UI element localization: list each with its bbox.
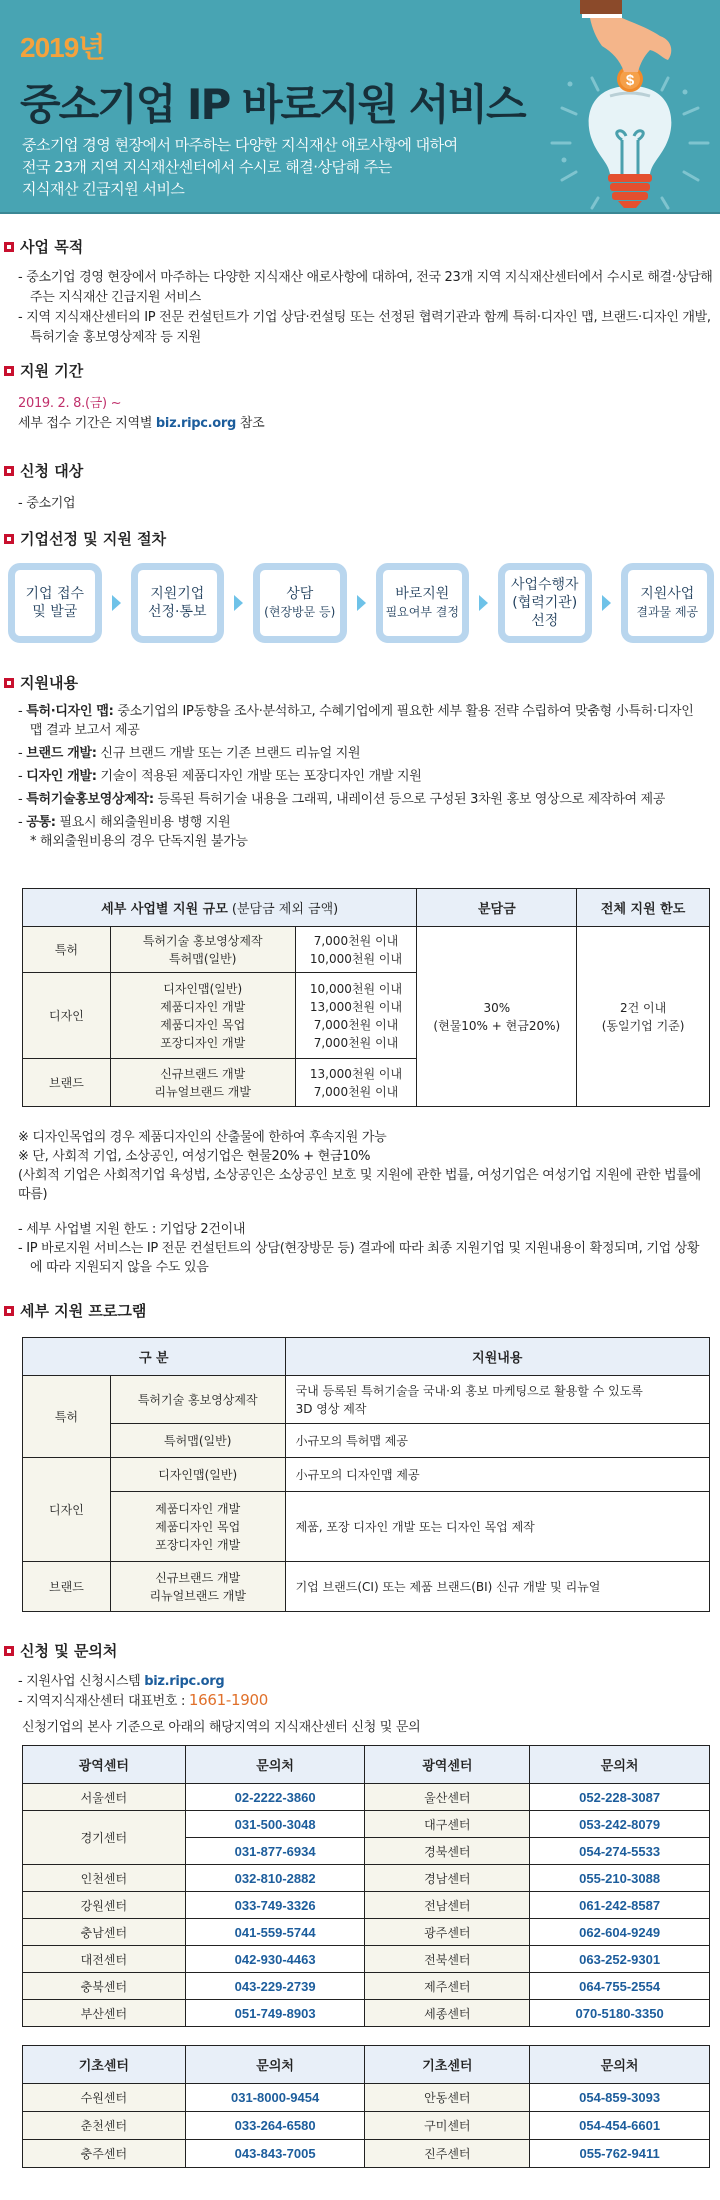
basic-center-table bbox=[22, 2045, 710, 2168]
extra-note: - 세부 사업별 지원 한도 : 기업당 2건이내 bbox=[18, 1222, 246, 1237]
program-item bbox=[110, 1492, 285, 1562]
content-item-text: 신규 브랜드 개발 또는 기존 브랜드 리뉴얼 지원 bbox=[96, 746, 361, 761]
regional-header: 광역센터 bbox=[23, 1746, 186, 1784]
header-note: (분담금 제외 금액) bbox=[227, 902, 339, 917]
center-name: 대구센터 bbox=[365, 1811, 530, 1838]
contact-intro: 신청기업의 본사 기준으로 아래의 해당지역의 지식재산센터 신청 및 문의 bbox=[22, 1720, 421, 1735]
scale-item: 포장디자인 개발 bbox=[160, 1035, 246, 1050]
center-name: 안동센터 bbox=[365, 2084, 530, 2112]
arrow-right-icon bbox=[234, 595, 243, 611]
process-step bbox=[621, 563, 715, 643]
program-item: 특허맵(일반) bbox=[110, 1424, 285, 1458]
content-item-note: * 해외출원비용의 경우 단독지원 불가능 bbox=[30, 834, 248, 849]
content-item-label: 공통: bbox=[26, 815, 56, 830]
scale-items bbox=[110, 927, 295, 973]
center-phone[interactable]: 042-930-4463 bbox=[185, 1946, 365, 1973]
svg-text:$: $ bbox=[625, 72, 635, 89]
process-step bbox=[498, 563, 592, 643]
program-content: 小규모의 디자인맵 제공 bbox=[285, 1458, 709, 1492]
rep-phone[interactable]: 1661-1900 bbox=[188, 1691, 268, 1709]
center-name: 부산센터 bbox=[23, 2000, 186, 2027]
hero-banner bbox=[0, 0, 720, 214]
center-name: 제주센터 bbox=[365, 1973, 530, 2000]
system-line bbox=[18, 1672, 718, 1691]
period-detail bbox=[18, 414, 718, 434]
step-line: 선정 bbox=[531, 613, 559, 629]
period-detail-text: 참조 bbox=[236, 416, 265, 431]
content-item-label: 특허·디자인 맵: bbox=[26, 704, 114, 719]
step-line: 지원사업 bbox=[640, 586, 695, 602]
content-list bbox=[18, 702, 698, 851]
section-bullet-icon bbox=[4, 242, 14, 252]
center-name: 경기센터 bbox=[23, 1811, 186, 1865]
scale-notes bbox=[18, 1128, 708, 1204]
program-content: 제품, 포장 디자인 개발 또는 디자인 목업 제작 bbox=[285, 1492, 709, 1562]
section-title: 신청 대상 bbox=[20, 462, 84, 480]
basic-header: 기초센터 bbox=[365, 2046, 530, 2084]
scale-item: 특허기술 홍보영상제작 bbox=[142, 933, 263, 948]
center-name: 충북센터 bbox=[23, 1973, 186, 2000]
scale-amount: 7,000천원 이내 bbox=[313, 933, 399, 948]
scale-amounts bbox=[295, 927, 417, 973]
arrow-right-icon bbox=[602, 595, 611, 611]
program-content: 국내 등록된 특허기술을 국내·외 홍보 마케팅으로 활용할 수 있도록 3D 영상 제작 bbox=[285, 1376, 709, 1424]
content-item-label: 특허기술홍보영상제작: bbox=[26, 792, 154, 807]
purpose-item: - 중소기업 경영 현장에서 마주하는 다양한 지식재산 애로사항에 대하여, 전국 23개 지역 지식재산센터에서 수시로 해결·상담해 주는 지식재산 긴급지원 서비스 bbox=[18, 270, 713, 305]
period-block bbox=[18, 394, 718, 434]
center-phone[interactable]: 031-500-3048 bbox=[185, 1811, 365, 1838]
regional-center-table bbox=[22, 1745, 710, 2027]
center-name: 강원센터 bbox=[23, 1892, 186, 1919]
content-item: - 공통: 필요시 해외출원비용 병행 지원 bbox=[18, 815, 231, 830]
center-name: 울산센터 bbox=[365, 1784, 530, 1811]
scale-share-cell bbox=[417, 927, 577, 1107]
section-heading-programs bbox=[4, 1300, 146, 1321]
section-title: 신청 및 문의처 bbox=[20, 1642, 118, 1660]
center-phone[interactable]: 062-604-9249 bbox=[530, 1919, 710, 1946]
scale-amounts bbox=[295, 1059, 417, 1107]
center-name: 광주센터 bbox=[365, 1919, 530, 1946]
scale-items bbox=[110, 973, 295, 1059]
step-line: 및 발굴 bbox=[32, 604, 78, 620]
banner-subtitle-line: 지식재산 긴급지원 서비스 bbox=[22, 180, 185, 198]
program-header-category: 구 분 bbox=[23, 1338, 286, 1376]
scale-item: 제품디자인 개발 bbox=[160, 999, 246, 1014]
scale-items bbox=[110, 1059, 295, 1107]
scale-header-main bbox=[23, 889, 417, 927]
basic-header: 문의처 bbox=[185, 2046, 365, 2084]
period-detail-text: 세부 접수 기간은 지역별 bbox=[18, 416, 156, 431]
center-phone[interactable]: 043-843-7005 bbox=[185, 2140, 365, 2168]
process-step bbox=[8, 563, 102, 643]
basic-header: 문의처 bbox=[530, 2046, 710, 2084]
center-phone[interactable]: 032-810-2882 bbox=[185, 1865, 365, 1892]
center-name: 경북센터 bbox=[365, 1838, 530, 1865]
center-phone[interactable]: 063-252-9301 bbox=[530, 1946, 710, 1973]
content-item: - 브랜드 개발: 신규 브랜드 개발 또는 기존 브랜드 리뉴얼 지원 bbox=[18, 746, 361, 761]
center-phone[interactable]: 051-749-8903 bbox=[185, 2000, 365, 2027]
scale-item: 신규브랜드 개발 bbox=[160, 1066, 246, 1081]
banner-year: 2019년 bbox=[20, 32, 105, 63]
scale-limit-cell bbox=[577, 927, 710, 1107]
center-name: 전북센터 bbox=[365, 1946, 530, 1973]
program-content: 小규모의 특허맵 제공 bbox=[285, 1424, 709, 1458]
program-item-line: 제품디자인 개발 bbox=[155, 1501, 241, 1516]
section-heading-process bbox=[4, 528, 166, 549]
center-name: 수원센터 bbox=[23, 2084, 186, 2112]
center-phone[interactable]: 054-859-3093 bbox=[530, 2084, 710, 2112]
center-phone[interactable]: 041-559-5744 bbox=[185, 1919, 365, 1946]
program-table bbox=[22, 1337, 710, 1612]
section-title: 세부 지원 프로그램 bbox=[20, 1302, 147, 1320]
program-item-line: 신규브랜드 개발 bbox=[155, 1570, 241, 1585]
lightbulb-coin-illustration-icon bbox=[540, 0, 720, 214]
note-line: ※ 단, 사회적 기업, 소상공인, 여성기업은 현물20% + 현금10% bbox=[18, 1149, 371, 1164]
scale-amount: 13,000천원 이내 bbox=[309, 999, 403, 1014]
program-item-line: 리뉴얼브랜드 개발 bbox=[149, 1588, 246, 1603]
center-phone[interactable]: 070-5180-3350 bbox=[530, 2000, 710, 2027]
program-item: 특허기술 홍보영상제작 bbox=[110, 1376, 285, 1424]
ripc-link[interactable]: biz.ripc.org bbox=[155, 416, 237, 431]
system-label: - 지원사업 신청시스템 bbox=[18, 1674, 145, 1689]
center-phone[interactable]: 064-755-2554 bbox=[530, 1973, 710, 2000]
regional-header: 문의처 bbox=[530, 1746, 710, 1784]
step-line: 기업 접수 bbox=[25, 586, 85, 602]
content-item-text: 중소기업의 IP동향을 조사·분석하고, 수혜기업에게 필요한 세부 활용 전략 수립하여 맞춤형 小특허·디자인맵 결과 보고서 제공 bbox=[30, 704, 694, 738]
content-item: - 특허기술홍보영상제작: 등록된 특허기술 내용을 그래픽, 내레이션 등으로 구성된 3차원 홍보 영상으로 제작하여 제공 bbox=[18, 792, 666, 807]
extra-notes bbox=[18, 1220, 708, 1277]
purpose-item: - 지역 지식재산센터의 IP 전문 컨설턴트가 기업 상담·컨설팅 또는 선정된 협력기관과 함께 특허·디자인 맵, 브랜드·디자인 개발, 특허기술 홍보영상제작 등 지원 bbox=[18, 310, 711, 345]
center-phone[interactable]: 054-454-6601 bbox=[530, 2112, 710, 2140]
section-bullet-icon bbox=[4, 1306, 14, 1316]
scale-amount: 10,000천원 이내 bbox=[309, 981, 403, 996]
section-heading-content bbox=[4, 672, 78, 693]
section-title: 기업선정 및 지원 절차 bbox=[20, 530, 167, 548]
banner-subtitle bbox=[22, 134, 458, 200]
section-heading-purpose bbox=[4, 236, 83, 257]
center-phone[interactable]: 052-228-3087 bbox=[530, 1784, 710, 1811]
scale-item: 제품디자인 목업 bbox=[160, 1017, 246, 1032]
section-title: 지원 기간 bbox=[20, 362, 84, 380]
scale-amount: 7,000천원 이내 bbox=[313, 1084, 399, 1099]
scale-item: 리뉴얼브랜드 개발 bbox=[154, 1084, 251, 1099]
center-phone[interactable]: 055-210-3088 bbox=[530, 1865, 710, 1892]
content-item: - 특허·디자인 맵: 중소기업의 IP동향을 조사·분석하고, 수혜기업에게 필요한 세부 활용 전략 수립하여 맞춤형 小특허·디자인맵 결과 보고서 제공 bbox=[18, 704, 694, 738]
step-line: 결과물 제공 bbox=[636, 605, 699, 619]
scale-header-share: 분담금 bbox=[417, 889, 577, 927]
share-value: 30% bbox=[483, 1000, 511, 1015]
program-content: 기업 브랜드(CI) 또는 제품 브랜드(BI) 신규 개발 및 리뉴얼 bbox=[285, 1562, 709, 1612]
content-item-text: 등록된 특허기술 내용을 그래픽, 내레이션 등으로 구성된 3차원 홍보 영상으로 제작하여 제공 bbox=[153, 792, 666, 807]
arrow-right-icon bbox=[479, 595, 488, 611]
section-bullet-icon bbox=[4, 678, 14, 688]
center-name: 세종센터 bbox=[365, 2000, 530, 2027]
section-heading-target bbox=[4, 460, 83, 481]
banner-subtitle-line: 중소기업 경영 현장에서 마주하는 다양한 지식재산 애로사항에 대하여 bbox=[22, 136, 458, 154]
share-detail: (현물10% + 현금20%) bbox=[433, 1018, 561, 1033]
center-phone[interactable]: 033-749-3326 bbox=[185, 1892, 365, 1919]
ripc-system-link[interactable]: biz.ripc.org bbox=[144, 1674, 225, 1689]
section-title: 지원내용 bbox=[20, 674, 78, 692]
section-title: 사업 목적 bbox=[20, 238, 84, 256]
content-item-text: 필요시 해외출원비용 병행 지원 bbox=[55, 815, 231, 830]
section-bullet-icon bbox=[4, 366, 14, 376]
program-item bbox=[110, 1562, 285, 1612]
rep-label: - 지역지식재산센터 대표번호 : bbox=[18, 1694, 189, 1709]
scale-amount: 7,000천원 이내 bbox=[313, 1017, 399, 1032]
scale-amount: 13,000천원 이내 bbox=[309, 1066, 403, 1081]
regional-header: 문의처 bbox=[185, 1746, 365, 1784]
purpose-list bbox=[18, 268, 718, 348]
note-line: ※ 디자인목업의 경우 제품디자인의 산출물에 한하여 후속지원 가능 bbox=[18, 1130, 387, 1145]
center-name: 구미센터 bbox=[365, 2112, 530, 2140]
banner-subtitle-line: 전국 23개 지역 지식재산센터에서 수시로 해결·상담해 주는 bbox=[22, 158, 392, 176]
scale-header-limit: 전체 지원 한도 bbox=[577, 889, 710, 927]
center-phone[interactable]: 061-242-8587 bbox=[530, 1892, 710, 1919]
process-step bbox=[253, 563, 347, 643]
scale-category: 브랜드 bbox=[23, 1059, 111, 1107]
banner-title: 중소기업 IP 바로지원 서비스 bbox=[20, 80, 525, 129]
center-phone[interactable]: 043-229-2739 bbox=[185, 1973, 365, 2000]
center-phone[interactable]: 054-274-5533 bbox=[530, 1838, 710, 1865]
limit-value: 2건 이내 bbox=[619, 1000, 667, 1015]
section-bullet-icon bbox=[4, 534, 14, 544]
center-phone[interactable]: 033-264-6580 bbox=[185, 2112, 365, 2140]
scale-amount: 10,000천원 이내 bbox=[309, 951, 403, 966]
center-name: 인천센터 bbox=[23, 1865, 186, 1892]
step-line: 사업수행자 bbox=[510, 577, 579, 593]
program-item-line: 포장디자인 개발 bbox=[155, 1537, 241, 1552]
scale-category: 디자인 bbox=[23, 973, 111, 1059]
process-step bbox=[376, 563, 470, 643]
program-category: 브랜드 bbox=[23, 1562, 111, 1612]
center-phone[interactable]: 055-762-9411 bbox=[530, 2140, 710, 2168]
section-heading-contact bbox=[4, 1640, 117, 1661]
center-name: 진주센터 bbox=[365, 2140, 530, 2168]
content-item: - 디자인 개발: 기술이 적용된 제품디자인 개발 또는 포장디자인 개발 지원 bbox=[18, 769, 422, 784]
center-phone[interactable]: 02-2222-3860 bbox=[185, 1784, 365, 1811]
content-item-label: 브랜드 개발: bbox=[26, 746, 97, 761]
step-line: 바로지원 bbox=[395, 586, 450, 602]
step-line: (협력기관) bbox=[512, 595, 578, 611]
target-item: - 중소기업 bbox=[18, 496, 76, 511]
program-item-line: 제품디자인 목업 bbox=[155, 1519, 241, 1534]
limit-detail: (동일기업 기준) bbox=[601, 1018, 685, 1033]
step-line: (현장방문 등) bbox=[264, 605, 336, 619]
scale-category: 특허 bbox=[23, 927, 111, 973]
scale-item: 특허맵(일반) bbox=[169, 951, 237, 966]
section-heading-period bbox=[4, 360, 83, 381]
section-bullet-icon bbox=[4, 1646, 14, 1656]
arrow-right-icon bbox=[112, 595, 121, 611]
regional-header: 광역센터 bbox=[365, 1746, 530, 1784]
center-phone[interactable]: 053-242-8079 bbox=[530, 1811, 710, 1838]
center-phone[interactable]: 031-877-6934 bbox=[185, 1838, 365, 1865]
contact-info bbox=[18, 1672, 718, 1711]
center-name: 충주센터 bbox=[23, 2140, 186, 2168]
scale-item: 디자인맵(일반) bbox=[163, 981, 243, 996]
center-name: 서울센터 bbox=[23, 1784, 186, 1811]
center-name: 춘천센터 bbox=[23, 2112, 186, 2140]
arrow-right-icon bbox=[357, 595, 366, 611]
program-category: 디자인 bbox=[23, 1458, 111, 1562]
content-item-text: 기술이 적용된 제품디자인 개발 또는 포장디자인 개발 지원 bbox=[96, 769, 422, 784]
scale-amount: 7,000천원 이내 bbox=[313, 1035, 399, 1050]
basic-header: 기초센터 bbox=[23, 2046, 186, 2084]
extra-note: - IP 바로지원 서비스는 IP 전문 컨설턴트의 상담(현장방문 등) 결과에 따라 최종 지원기업 및 지원내용이 확정되며, 기업 상황에 따라 지원되지 않을 수도 있음 bbox=[18, 1241, 700, 1275]
scale-amounts bbox=[295, 973, 417, 1059]
rep-line bbox=[18, 1691, 718, 1711]
center-name: 경남센터 bbox=[365, 1865, 530, 1892]
center-name: 대전센터 bbox=[23, 1946, 186, 1973]
process-step bbox=[131, 563, 225, 643]
program-category: 특허 bbox=[23, 1376, 111, 1458]
step-line: 상담 bbox=[286, 586, 314, 602]
period-start-date: 2019. 2. 8.(금) ~ bbox=[18, 396, 122, 411]
section-bullet-icon bbox=[4, 466, 14, 476]
step-line: 지원기업 bbox=[150, 586, 205, 602]
note-line: (사회적 기업은 사회적기업 육성법, 소상공인은 소상공인 보호 및 지원에 관한 법률, 여성기업은 여성기업 지원에 관한 법률에 따름) bbox=[18, 1168, 701, 1202]
content-item-label: 디자인 개발: bbox=[26, 769, 97, 784]
step-line: 선정·통보 bbox=[147, 604, 207, 620]
program-header-content: 지원내용 bbox=[285, 1338, 709, 1376]
step-line: 필요여부 결정 bbox=[385, 605, 459, 619]
center-name: 충남센터 bbox=[23, 1919, 186, 1946]
header-text: 세부 사업별 지원 규모 bbox=[101, 902, 228, 917]
support-scale-table bbox=[22, 888, 710, 1107]
center-phone[interactable]: 031-8000-9454 bbox=[185, 2084, 365, 2112]
process-flow bbox=[8, 563, 714, 643]
program-item: 디자인맵(일반) bbox=[110, 1458, 285, 1492]
center-name: 전남센터 bbox=[365, 1892, 530, 1919]
